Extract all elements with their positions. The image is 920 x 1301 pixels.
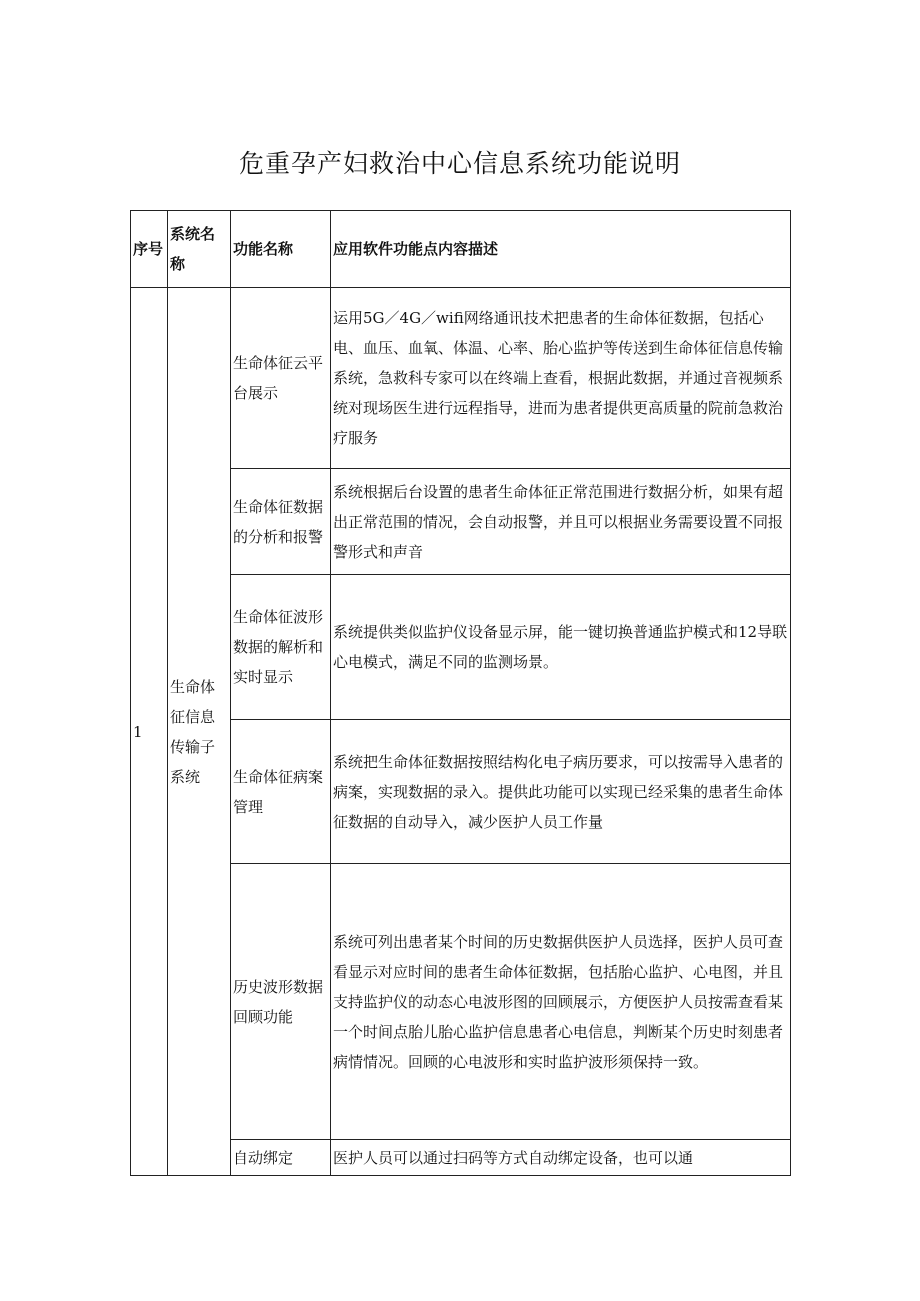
- header-function-name: 功能名称: [231, 211, 331, 288]
- header-description: 应用软件功能点内容描述: [331, 211, 791, 288]
- description-cell: 系统把生命体征数据按照结构化电子病历要求，可以按需导入患者的病案，实现数据的录入。提供此功能可以实现已经采集的患者生命体征数据的自动导入，减少医护人员工作量: [331, 720, 791, 864]
- description-cell: 系统提供类似监护仪设备显示屏，能一键切换普通监护模式和12导联心电模式，满足不同的监测场景。: [331, 575, 791, 720]
- seq-number-cell: 1: [131, 288, 168, 1176]
- function-name-cell: 自动绑定: [231, 1140, 331, 1176]
- page-title: 危重孕产妇救治中心信息系统功能说明: [238, 149, 681, 178]
- header-seq: 序号: [131, 211, 168, 288]
- function-name-cell: 历史波形数据回顾功能: [231, 864, 331, 1140]
- table-header-row: [131, 211, 791, 288]
- description-cell: 运用5G／4G／wifi网络通讯技术把患者的生命体征数据，包括心电、血压、血氧、体温、心率、胎心监护等传送到生命体征信息传输系统，急救科专家可以在终端上查看，根据此数据，并通过音视频系统对现场医生进行远程指导，进而为患者提供更高质量的院前急救治疗服务: [331, 288, 791, 469]
- function-name-cell: 生命体征波形数据的解析和实时显示: [231, 575, 331, 720]
- description-cell: 医护人员可以通过扫码等方式自动绑定设备，也可以通: [331, 1140, 791, 1176]
- function-name-cell: 生命体征数据的分析和报警: [231, 469, 331, 575]
- system-name-cell: 生命体征信息传输子系统: [168, 288, 231, 1176]
- function-spec-table: [130, 210, 791, 1176]
- description-cell: 系统根据后台设置的患者生命体征正常范围进行数据分析，如果有超出正常范围的情况，会自动报警，并且可以根据业务需要设置不同报警形式和声音: [331, 469, 791, 575]
- function-name-cell: 生命体征病案管理: [231, 720, 331, 864]
- header-system-name: 系统名称: [168, 211, 231, 288]
- table-row: [131, 288, 791, 469]
- description-cell: 系统可列出患者某个时间的历史数据供医护人员选择，医护人员可查看显示对应时间的患者生命体征数据，包括胎心监护、心电图，并且支持监护仪的动态心电波形图的回顾展示，方便医护人员按需查看某一个时间点胎儿胎心监护信息患者心电信息，判断某个历史时刻患者病情情况。回顾的心电波形和实时监护波形须保持一致。: [331, 864, 791, 1140]
- function-name-cell: 生命体征云平台展示: [231, 288, 331, 469]
